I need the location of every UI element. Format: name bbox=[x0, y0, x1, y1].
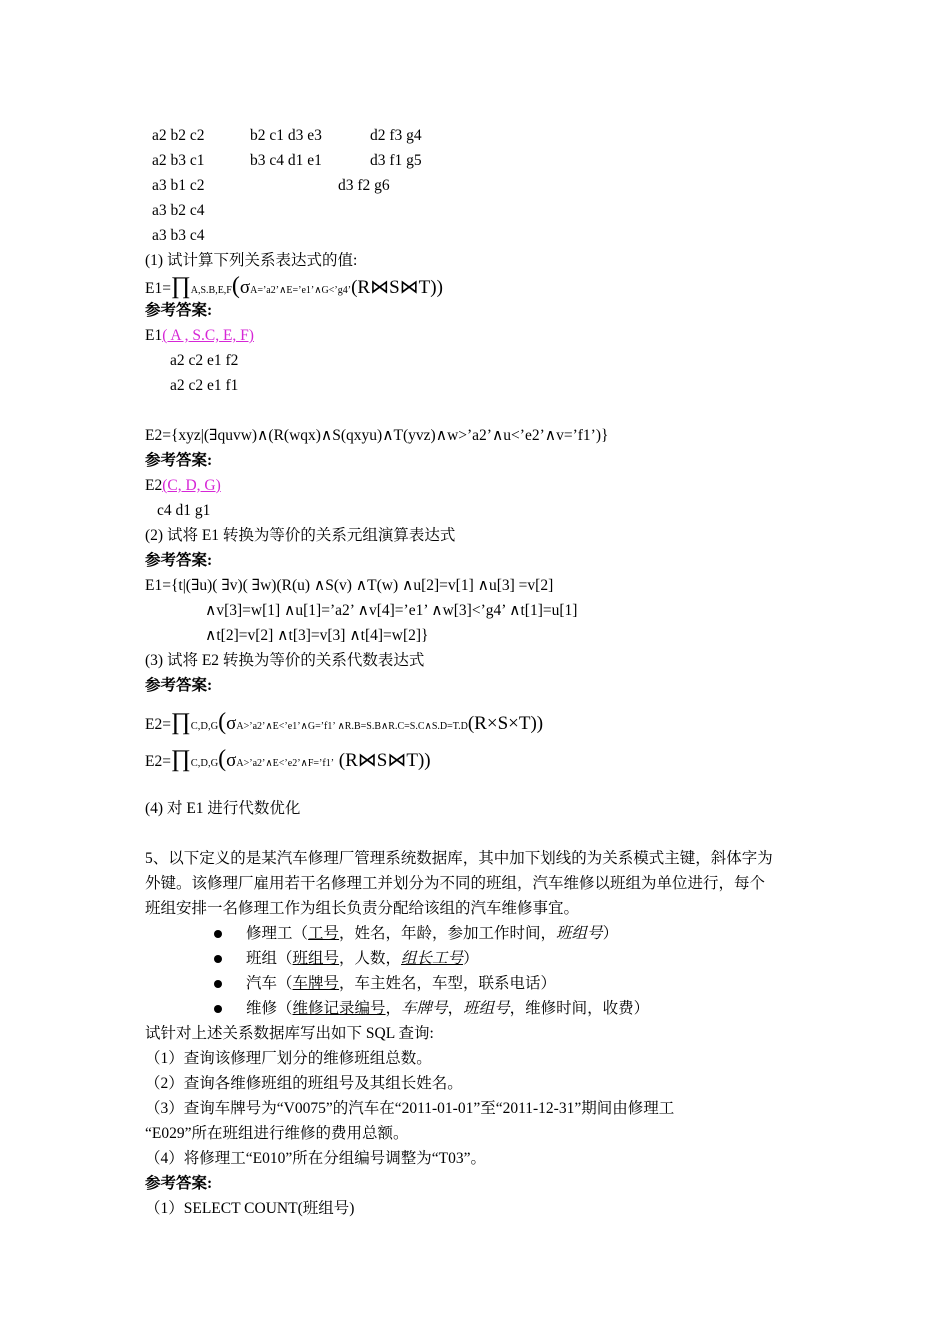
s-row: b2 c1 d3 e3 bbox=[250, 127, 322, 144]
pi-subscript: A,S.B,E,F bbox=[190, 285, 232, 296]
sql-question: （2）查询各维修班组的班组号及其组长姓名。 bbox=[145, 1075, 463, 1092]
q1-title: (1) 试计算下列关系表达式的值: bbox=[145, 252, 358, 269]
paren-open: ( bbox=[218, 709, 227, 735]
e2-algebra-formula-2 bbox=[145, 747, 431, 771]
sigma-subscript: A=’a2’∧E=’e1’∧G<’g4’ bbox=[250, 285, 352, 296]
separator: ， bbox=[385, 1000, 402, 1017]
e1-result-row: a2 c2 e1 f2 bbox=[170, 352, 239, 369]
e2-definition: E2={xyz|(∃quvw)∧(R(wqx)∧S(qxyu)∧T(yvz)∧w>’a2’∧u<’e2’∧v=’f1’)} bbox=[145, 427, 609, 444]
sql-question: （3）查询车牌号为“V0075”的汽车在“2011-01-01”至“2011-12-31”期间由修理工 bbox=[145, 1100, 675, 1117]
schema-close: ） bbox=[463, 950, 479, 967]
tuple-calculus-line: ∧t[2]=v[2] ∧t[3]=v[3] ∧t[4]=w[2]} bbox=[205, 627, 429, 644]
schema-close: ） bbox=[602, 925, 619, 942]
answer-label: 参考答案: bbox=[145, 1175, 213, 1192]
sql-question: “E029”所在班组进行维修的费用总额。 bbox=[145, 1125, 409, 1142]
answer-label: 参考答案: bbox=[145, 677, 213, 694]
e1-result-prefix: E1 bbox=[145, 327, 163, 344]
answer-label: 参考答案: bbox=[145, 552, 213, 569]
answer-label: 参考答案: bbox=[145, 452, 213, 469]
primary-key: 维修记录编号 bbox=[292, 1000, 386, 1017]
t-row: d3 f2 g6 bbox=[338, 177, 390, 194]
bullet-icon bbox=[214, 980, 222, 988]
pi-subscript: C,D,G bbox=[190, 758, 219, 769]
foreign-key: 车牌号 bbox=[401, 1000, 448, 1017]
pi-symbol: ∏ bbox=[170, 709, 191, 735]
sigma-subscript: A>’a2’∧E<’e2’∧F=’f1’ bbox=[236, 758, 335, 769]
schema-attributes: ，车主姓名，车型，联系电话） bbox=[339, 975, 557, 992]
formula-prefix: E2= bbox=[145, 716, 171, 733]
q5-intro: 5、以下定义的是某汽车修理厂管理系统数据库，其中加下划线的为关系模式主键，斜体字为 bbox=[145, 850, 773, 867]
sql-question: （4）将修理工“E010”所在分组编号调整为“T03”。 bbox=[145, 1150, 486, 1167]
e1-prefix: E1= bbox=[145, 280, 171, 297]
formula-tail: (R×S×T)) bbox=[467, 713, 544, 734]
sigma-symbol: σ bbox=[226, 750, 237, 771]
q3-title: (3) 试将 E2 转换为等价的关系代数表达式 bbox=[145, 652, 425, 669]
t-row: d3 f1 g5 bbox=[370, 152, 422, 169]
bullet-icon bbox=[214, 930, 222, 938]
formula-tail: (R⋈S⋈T)) bbox=[334, 750, 431, 771]
s-row: b3 c4 d1 e1 bbox=[250, 152, 322, 169]
q2-title: (2) 试将 E1 转换为等价的关系元组演算表达式 bbox=[145, 527, 456, 544]
schema-item bbox=[246, 926, 618, 942]
e1-expression bbox=[145, 274, 443, 298]
sql-question: （1）查询该修理厂划分的维修班组总数。 bbox=[145, 1050, 432, 1067]
sigma-subscript: A>’a2’∧E<’e1’∧G=’f1’ ∧R.B=S.B∧R.C=S.C∧S.D=T.D bbox=[236, 721, 468, 732]
q5-intro: 外键。该修理厂雇用若干名修理工并划分为不同的班组，汽车维修以班组为单位进行，每个 bbox=[145, 875, 766, 892]
tuple-calculus-line: ∧v[3]=w[1] ∧u[1]=’a2’ ∧v[4]=’e1’ ∧w[3]<’g4’ ∧t[1]=u[1] bbox=[205, 602, 578, 619]
q5-intro: 班组安排一名修理工作为组长负责分配给该组的汽车维修事宜。 bbox=[145, 900, 580, 917]
pi-symbol: ∏ bbox=[170, 273, 191, 299]
foreign-key: 组长工号 bbox=[401, 950, 464, 967]
schema-attributes: ，姓名，年龄，参加工作时间， bbox=[339, 925, 557, 942]
separator: ， bbox=[447, 1000, 464, 1017]
primary-key: 班组号 bbox=[292, 950, 340, 967]
q5-task: 试针对上述关系数据库写出如下 SQL 查询: bbox=[145, 1025, 434, 1042]
e1-tail: (R⋈S⋈T)) bbox=[351, 277, 443, 298]
e1-result-row: a2 c2 e1 f1 bbox=[170, 377, 239, 394]
t-row: d2 f3 g4 bbox=[370, 127, 422, 144]
primary-key: 车牌号 bbox=[292, 975, 340, 992]
sigma-symbol: σ bbox=[226, 713, 237, 734]
e2-result-row: c4 d1 g1 bbox=[157, 502, 211, 519]
r-row: a3 b3 c4 bbox=[152, 227, 205, 244]
r-row: a3 b2 c4 bbox=[152, 202, 205, 219]
e2-result-header bbox=[145, 478, 221, 494]
schema-item bbox=[246, 951, 479, 967]
paren-open: ( bbox=[218, 746, 227, 772]
e2-result-prefix: E2 bbox=[145, 477, 163, 494]
bullet-icon bbox=[214, 1005, 222, 1013]
schema-attributes: ，维修时间，收费） bbox=[509, 1000, 650, 1017]
r-row: a2 b3 c1 bbox=[152, 152, 205, 169]
r-row: a2 b2 c2 bbox=[152, 127, 205, 144]
pi-subscript: C,D,G bbox=[190, 721, 219, 732]
sql-answer: （1）SELECT COUNT(班组号) bbox=[145, 1200, 355, 1217]
primary-key: 工号 bbox=[308, 925, 340, 942]
schema-item bbox=[246, 1001, 649, 1017]
pi-symbol: ∏ bbox=[170, 746, 191, 772]
answer-label: 参考答案: bbox=[145, 302, 213, 319]
e1-result-header bbox=[145, 328, 254, 344]
schema-name: 修理工（ bbox=[246, 925, 309, 942]
foreign-key: 班组号 bbox=[556, 925, 603, 942]
schema-name: 维修（ bbox=[246, 1000, 293, 1017]
schema-attributes: ，人数， bbox=[339, 950, 402, 967]
formula-prefix: E2= bbox=[145, 753, 171, 770]
e1-result-attributes: ( A , S.C, E, F) bbox=[162, 327, 254, 344]
e2-result-attributes: (C, D, G) bbox=[162, 477, 221, 494]
r-row: a3 b1 c2 bbox=[152, 177, 205, 194]
bullet-icon bbox=[214, 955, 222, 963]
q4-title: (4) 对 E1 进行代数优化 bbox=[145, 800, 301, 817]
foreign-key: 班组号 bbox=[463, 1000, 510, 1017]
schema-name: 汽车（ bbox=[246, 975, 293, 992]
schema-item bbox=[246, 976, 556, 992]
paren-open: ( bbox=[231, 273, 240, 299]
tuple-calculus-line: E1={t|(∃u)( ∃v)( ∃w)(R(u) ∧S(v) ∧T(w) ∧u[2]=v[1] ∧u[3] =v[2] bbox=[145, 577, 554, 594]
schema-name: 班组（ bbox=[246, 950, 293, 967]
sigma-symbol: σ bbox=[239, 277, 251, 298]
e2-algebra-formula-1 bbox=[145, 710, 543, 734]
